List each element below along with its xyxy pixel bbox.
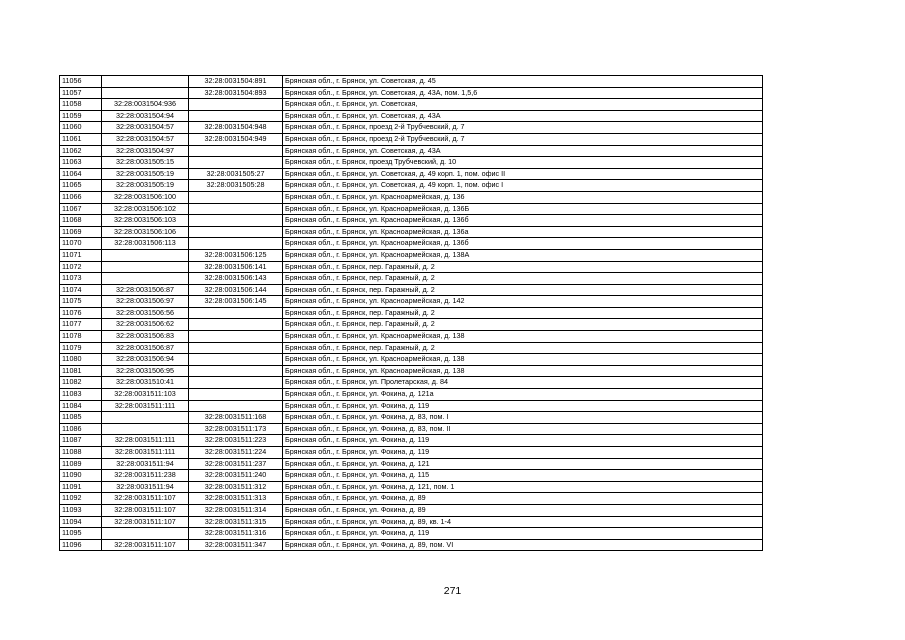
address-cell: Брянская обл., г. Брянск, ул. Фокина, д. 83, пом. II [283,423,763,435]
parcel-number-cell: 32:28:0031511:103 [102,389,189,401]
building-number-cell: 32:28:0031511:237 [189,458,283,470]
table-row [60,249,763,261]
parcel-number-cell: 32:28:0031506:87 [102,342,189,354]
building-number-cell: 32:28:0031511:347 [189,539,283,551]
address-cell: Брянская обл., г. Брянск, ул. Красноармейская, д. 136 [283,191,763,203]
parcel-number-cell [102,249,189,261]
row-number-cell: 11062 [60,145,102,157]
row-number-cell: 11068 [60,215,102,227]
parcel-number-cell: 32:28:0031506:103 [102,215,189,227]
table-row [60,133,763,145]
parcel-number-cell: 32:28:0031506:102 [102,203,189,215]
parcel-number-cell: 32:28:0031506:95 [102,365,189,377]
table-row [60,342,763,354]
building-number-cell: 32:28:0031511:315 [189,516,283,528]
parcel-number-cell: 32:28:0031504:936 [102,99,189,111]
parcel-number-cell: 32:28:0031505:19 [102,180,189,192]
building-number-cell [189,145,283,157]
row-number-cell: 11093 [60,504,102,516]
table-row [60,284,763,296]
table-row [60,528,763,540]
row-number-cell: 11080 [60,354,102,366]
building-number-cell: 32:28:0031505:27 [189,168,283,180]
table-row [60,76,763,88]
building-number-cell: 32:28:0031511:313 [189,493,283,505]
parcel-number-cell: 32:28:0031504:57 [102,133,189,145]
building-number-cell: 32:28:0031511:316 [189,528,283,540]
building-number-cell: 32:28:0031511:173 [189,423,283,435]
address-cell: Брянская обл., г. Брянск, ул. Фокина, д. 83, пом. I [283,412,763,424]
parcel-number-cell: 32:28:0031511:107 [102,516,189,528]
table-row [60,99,763,111]
address-cell: Брянская обл., г. Брянск, ул. Советская, д. 43А [283,145,763,157]
building-number-cell [189,365,283,377]
row-number-cell: 11061 [60,133,102,145]
table-row [60,122,763,134]
parcel-number-cell: 32:28:0031506:83 [102,331,189,343]
parcel-number-cell: 32:28:0031511:111 [102,400,189,412]
parcel-number-cell [102,423,189,435]
building-number-cell: 32:28:0031504:948 [189,122,283,134]
building-number-cell: 32:28:0031511:312 [189,481,283,493]
building-number-cell: 32:28:0031511:240 [189,470,283,482]
table-row [60,331,763,343]
registry-table [59,75,763,551]
row-number-cell: 11084 [60,400,102,412]
parcel-number-cell: 32:28:0031511:111 [102,435,189,447]
parcel-number-cell: 32:28:0031511:94 [102,458,189,470]
table-row [60,87,763,99]
address-cell: Брянская обл., г. Брянск, ул. Советская, д. 45 [283,76,763,88]
row-number-cell: 11083 [60,389,102,401]
table-row [60,319,763,331]
building-number-cell: 32:28:0031504:893 [189,87,283,99]
address-cell: Брянская обл., г. Брянск, ул. Фокина, д. 89, пом. VI [283,539,763,551]
table-row [60,307,763,319]
table-row [60,493,763,505]
row-number-cell: 11090 [60,470,102,482]
building-number-cell [189,191,283,203]
row-number-cell: 11073 [60,273,102,285]
table-row [60,389,763,401]
address-cell: Брянская обл., г. Брянск, ул. Фокина, д. 89 [283,504,763,516]
address-cell: Брянская обл., г. Брянск, ул. Красноармейская, д. 136б [283,215,763,227]
row-number-cell: 11078 [60,331,102,343]
table-row [60,261,763,273]
row-number-cell: 11077 [60,319,102,331]
parcel-number-cell: 32:28:0031510:41 [102,377,189,389]
parcel-number-cell [102,76,189,88]
table-row [60,238,763,250]
address-cell: Брянская обл., г. Брянск, пер. Гаражный, д. 2 [283,342,763,354]
row-number-cell: 11064 [60,168,102,180]
row-number-cell: 11063 [60,157,102,169]
address-cell: Брянская обл., г. Брянск, ул. Фокина, д. 121а [283,389,763,401]
parcel-number-cell [102,273,189,285]
row-number-cell: 11095 [60,528,102,540]
parcel-number-cell: 32:28:0031506:97 [102,296,189,308]
row-number-cell: 11087 [60,435,102,447]
table-row [60,145,763,157]
address-cell: Брянская обл., г. Брянск, ул. Красноармейская, д. 138 [283,354,763,366]
parcel-number-cell: 32:28:0031506:100 [102,191,189,203]
building-number-cell [189,238,283,250]
building-number-cell [189,377,283,389]
table-row [60,377,763,389]
table-row [60,539,763,551]
row-number-cell: 11082 [60,377,102,389]
row-number-cell: 11060 [60,122,102,134]
building-number-cell [189,203,283,215]
address-cell: Брянская обл., г. Брянск, ул. Советская, д. 49 корп. 1, пом. офис II [283,168,763,180]
address-cell: Брянская обл., г. Брянск, ул. Фокина, д. 119 [283,400,763,412]
building-number-cell [189,307,283,319]
building-number-cell: 32:28:0031511:224 [189,447,283,459]
table-row [60,215,763,227]
building-number-cell: 32:28:0031505:28 [189,180,283,192]
parcel-number-cell: 32:28:0031506:87 [102,284,189,296]
table-row [60,516,763,528]
parcel-number-cell: 32:28:0031511:238 [102,470,189,482]
row-number-cell: 11057 [60,87,102,99]
parcel-number-cell: 32:28:0031505:15 [102,157,189,169]
row-number-cell: 11079 [60,342,102,354]
row-number-cell: 11096 [60,539,102,551]
page-number: 271 [443,585,462,597]
row-number-cell: 11075 [60,296,102,308]
table-row [60,273,763,285]
building-number-cell [189,157,283,169]
row-number-cell: 11094 [60,516,102,528]
registry-table-body [60,76,763,551]
table-row [60,470,763,482]
table-row [60,412,763,424]
parcel-number-cell: 32:28:0031506:56 [102,307,189,319]
address-cell: Брянская обл., г. Брянск, ул. Красноармейская, д. 136Б [283,203,763,215]
row-number-cell: 11081 [60,365,102,377]
address-cell: Брянская обл., г. Брянск, пер. Гаражный, д. 2 [283,273,763,285]
parcel-number-cell [102,87,189,99]
table-row [60,296,763,308]
address-cell: Брянская обл., г. Брянск, проезд 2-й Трубчевский, д. 7 [283,133,763,145]
row-number-cell: 11065 [60,180,102,192]
parcel-number-cell: 32:28:0031506:106 [102,226,189,238]
row-number-cell: 11058 [60,99,102,111]
table-row [60,435,763,447]
table-row [60,157,763,169]
address-cell: Брянская обл., г. Брянск, ул. Красноармейская, д. 136а [283,226,763,238]
building-number-cell [189,110,283,122]
address-cell: Брянская обл., г. Брянск, ул. Фокина, д. 115 [283,470,763,482]
table-row [60,481,763,493]
building-number-cell: 32:28:0031506:141 [189,261,283,273]
row-number-cell: 11092 [60,493,102,505]
parcel-number-cell: 32:28:0031511:107 [102,539,189,551]
address-cell: Брянская обл., г. Брянск, пер. Гаражный, д. 2 [283,261,763,273]
building-number-cell [189,389,283,401]
address-cell: Брянская обл., г. Брянск, ул. Советская, [283,99,763,111]
row-number-cell: 11085 [60,412,102,424]
building-number-cell [189,226,283,238]
row-number-cell: 11076 [60,307,102,319]
building-number-cell [189,342,283,354]
address-cell: Брянская обл., г. Брянск, ул. Красноармейская, д. 138 [283,331,763,343]
parcel-number-cell: 32:28:0031504:97 [102,145,189,157]
table-row [60,504,763,516]
address-cell: Брянская обл., г. Брянск, ул. Советская, д. 43А [283,110,763,122]
row-number-cell: 11069 [60,226,102,238]
address-cell: Брянская обл., г. Брянск, ул. Красноармейская, д. 138 [283,365,763,377]
address-cell: Брянская обл., г. Брянск, ул. Фокина, д. 119 [283,447,763,459]
parcel-number-cell: 32:28:0031511:107 [102,504,189,516]
building-number-cell: 32:28:0031504:949 [189,133,283,145]
table-row [60,365,763,377]
parcel-number-cell: 32:28:0031506:94 [102,354,189,366]
address-cell: Брянская обл., г. Брянск, ул. Красноармейская, д. 142 [283,296,763,308]
address-cell: Брянская обл., г. Брянск, пер. Гаражный, д. 2 [283,319,763,331]
address-cell: Брянская обл., г. Брянск, ул. Фокина, д. 89 [283,493,763,505]
address-cell: Брянская обл., г. Брянск, ул. Красноармейская, д. 136б [283,238,763,250]
table-row [60,458,763,470]
address-cell: Брянская обл., г. Брянск, проезд 2-й Трубчевский, д. 7 [283,122,763,134]
parcel-number-cell: 32:28:0031511:107 [102,493,189,505]
table-row [60,354,763,366]
building-number-cell: 32:28:0031511:314 [189,504,283,516]
row-number-cell: 11091 [60,481,102,493]
table-row [60,203,763,215]
parcel-number-cell: 32:28:0031504:57 [102,122,189,134]
row-number-cell: 11086 [60,423,102,435]
parcel-number-cell: 32:28:0031511:111 [102,447,189,459]
parcel-number-cell: 32:28:0031506:62 [102,319,189,331]
parcel-number-cell [102,528,189,540]
row-number-cell: 11059 [60,110,102,122]
building-number-cell [189,99,283,111]
table-row [60,400,763,412]
address-cell: Брянская обл., г. Брянск, пер. Гаражный, д. 2 [283,307,763,319]
building-number-cell [189,400,283,412]
building-number-cell: 32:28:0031511:223 [189,435,283,447]
table-row [60,180,763,192]
row-number-cell: 11072 [60,261,102,273]
row-number-cell: 11070 [60,238,102,250]
row-number-cell: 11066 [60,191,102,203]
address-cell: Брянская обл., г. Брянск, ул. Фокина, д. 121 [283,458,763,470]
building-number-cell [189,215,283,227]
table-row [60,447,763,459]
row-number-cell: 11089 [60,458,102,470]
parcel-number-cell: 32:28:0031511:94 [102,481,189,493]
address-cell: Брянская обл., г. Брянск, ул. Фокина, д. 119 [283,528,763,540]
table-row [60,423,763,435]
building-number-cell: 32:28:0031504:891 [189,76,283,88]
address-cell: Брянская обл., г. Брянск, ул. Фокина, д. 89, кв. 1-4 [283,516,763,528]
address-cell: Брянская обл., г. Брянск, ул. Красноармейская, д. 138А [283,249,763,261]
building-number-cell [189,354,283,366]
address-cell: Брянская обл., г. Брянск, пер. Гаражный, д. 2 [283,284,763,296]
address-cell: Брянская обл., г. Брянск, ул. Фокина, д. 121, пом. 1 [283,481,763,493]
table-row [60,168,763,180]
building-number-cell: 32:28:0031506:144 [189,284,283,296]
row-number-cell: 11071 [60,249,102,261]
parcel-number-cell: 32:28:0031505:19 [102,168,189,180]
building-number-cell: 32:28:0031506:125 [189,249,283,261]
table-row [60,226,763,238]
address-cell: Брянская обл., г. Брянск, проезд Трубчевский, д. 10 [283,157,763,169]
row-number-cell: 11056 [60,76,102,88]
row-number-cell: 11067 [60,203,102,215]
building-number-cell: 32:28:0031506:145 [189,296,283,308]
table-row [60,191,763,203]
address-cell: Брянская обл., г. Брянск, ул. Советская, д. 49 корп. 1, пом. офис I [283,180,763,192]
building-number-cell [189,319,283,331]
address-cell: Брянская обл., г. Брянск, ул. Пролетарская, д. 84 [283,377,763,389]
table-row [60,110,763,122]
parcel-number-cell [102,412,189,424]
address-cell: Брянская обл., г. Брянск, ул. Фокина, д. 119 [283,435,763,447]
row-number-cell: 11088 [60,447,102,459]
building-number-cell [189,331,283,343]
parcel-number-cell [102,261,189,273]
building-number-cell: 32:28:0031511:168 [189,412,283,424]
address-cell: Брянская обл., г. Брянск, ул. Советская, д. 43А, пом. 1,5,6 [283,87,763,99]
building-number-cell: 32:28:0031506:143 [189,273,283,285]
row-number-cell: 11074 [60,284,102,296]
parcel-number-cell: 32:28:0031504:94 [102,110,189,122]
parcel-number-cell: 32:28:0031506:113 [102,238,189,250]
